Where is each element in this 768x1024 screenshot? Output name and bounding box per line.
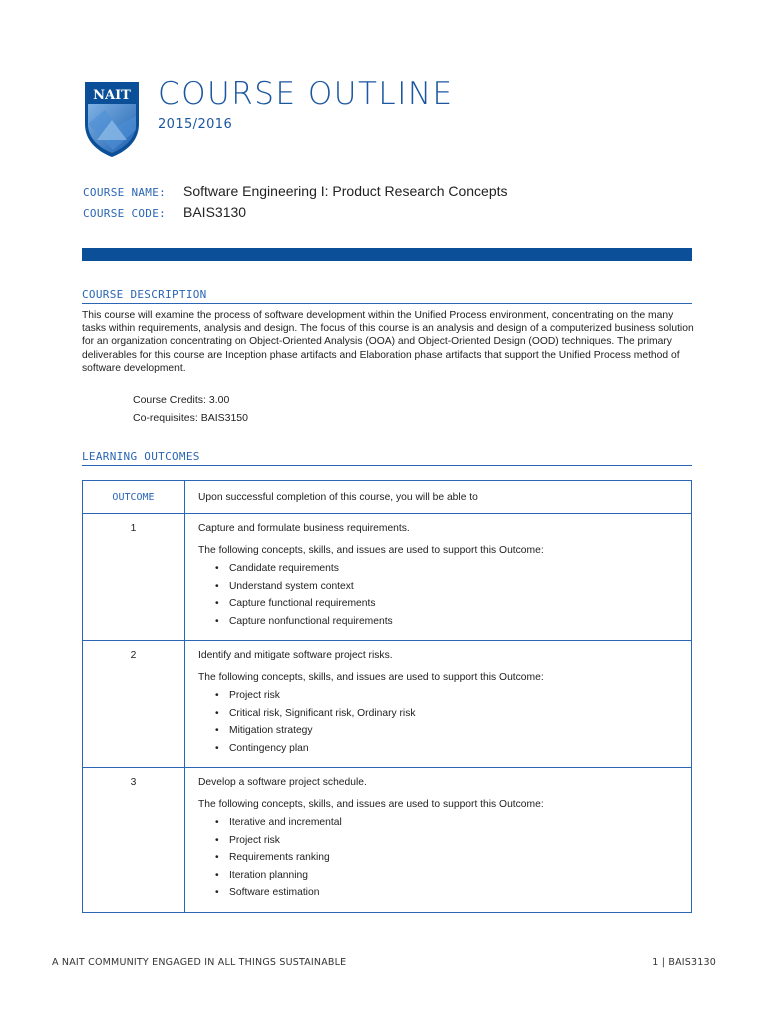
outcome-support-intro: The following concepts, skills, and issues are used to support this Outcome: <box>198 799 544 810</box>
nait-logo <box>83 80 141 158</box>
table-row <box>83 514 692 641</box>
list-item: • Capture nonfunctional requirements <box>215 613 681 631</box>
outcome-points <box>198 814 681 902</box>
list-item: • Iteration planning <box>215 867 681 885</box>
outcome-number: 2 <box>130 650 137 661</box>
course-name-value: Software Engineering I: Product Research Concepts <box>183 183 508 199</box>
course-name-label: COURSE NAME: <box>83 186 167 199</box>
list-item: • Project risk <box>215 687 681 705</box>
list-item: • Understand system context <box>215 578 681 596</box>
list-item: • Mitigation strategy <box>215 722 681 740</box>
list-item: • Iterative and incremental <box>215 814 681 832</box>
header-band <box>82 248 692 261</box>
outcome-number: 1 <box>130 523 137 534</box>
outcome-intro-header: Upon successful completion of this course, you will be able to <box>185 481 692 514</box>
course-description-heading: COURSE DESCRIPTION <box>82 288 692 304</box>
course-credits-block <box>133 391 248 427</box>
page-title: COURSE OUTLINE <box>158 76 454 112</box>
course-name-row <box>83 183 508 203</box>
logo-wordmark: NAIT <box>93 88 131 103</box>
academic-year: 2015/2016 <box>158 117 233 132</box>
list-item: • Candidate requirements <box>215 560 681 578</box>
course-description-text: This course will examine the process of software development within the Unified Process environment, concentrating on the many tasks within requirements, analysis and design. The focus of this course is an analysis and design of a computerized business solution for an organization concentrating on Object-Oriented Analysis (OOA) and Object-Oriented Design (OOD) techniques. The primary deliverables for this course are Inception phase artifacts and Elaboration phase artifacts that support the Unified Process method of software development. <box>82 310 694 374</box>
list-item: • Project risk <box>215 832 681 850</box>
outcome-points <box>198 687 681 757</box>
outcome-statement: Capture and formulate business requirements. <box>198 523 410 534</box>
co-requisites: Co-requisites: BAIS3150 <box>133 412 248 424</box>
list-item: • Contingency plan <box>215 740 681 758</box>
list-item: • Critical risk, Significant risk, Ordinary risk <box>215 705 681 723</box>
list-item: • Capture functional requirements <box>215 595 681 613</box>
outcome-statement: Identify and mitigate software project risks. <box>198 650 393 661</box>
course-code-label: COURSE CODE: <box>83 207 167 220</box>
outcome-support-intro: The following concepts, skills, and issues are used to support this Outcome: <box>198 672 544 683</box>
outcome-column-header: OUTCOME <box>83 481 185 514</box>
table-row <box>83 641 692 768</box>
footer-tagline: A NAIT COMMUNITY ENGAGED IN ALL THINGS SUSTAINABLE <box>52 957 347 968</box>
table-header-row <box>83 481 692 514</box>
footer-page-number: 1 | BAIS3130 <box>652 957 716 968</box>
learning-outcomes-heading: LEARNING OUTCOMES <box>82 450 692 466</box>
course-code-row <box>83 204 246 224</box>
outcome-statement: Develop a software project schedule. <box>198 777 367 788</box>
outcome-support-intro: The following concepts, skills, and issues are used to support this Outcome: <box>198 545 544 556</box>
course-credits: Course Credits: 3.00 <box>133 394 230 406</box>
outcome-number: 3 <box>130 777 137 788</box>
learning-outcomes-table <box>82 480 692 913</box>
outcome-points <box>198 560 681 630</box>
table-row <box>83 768 692 913</box>
list-item: • Software estimation <box>215 884 681 902</box>
course-code-value: BAIS3130 <box>183 204 247 220</box>
list-item: • Requirements ranking <box>215 849 681 867</box>
